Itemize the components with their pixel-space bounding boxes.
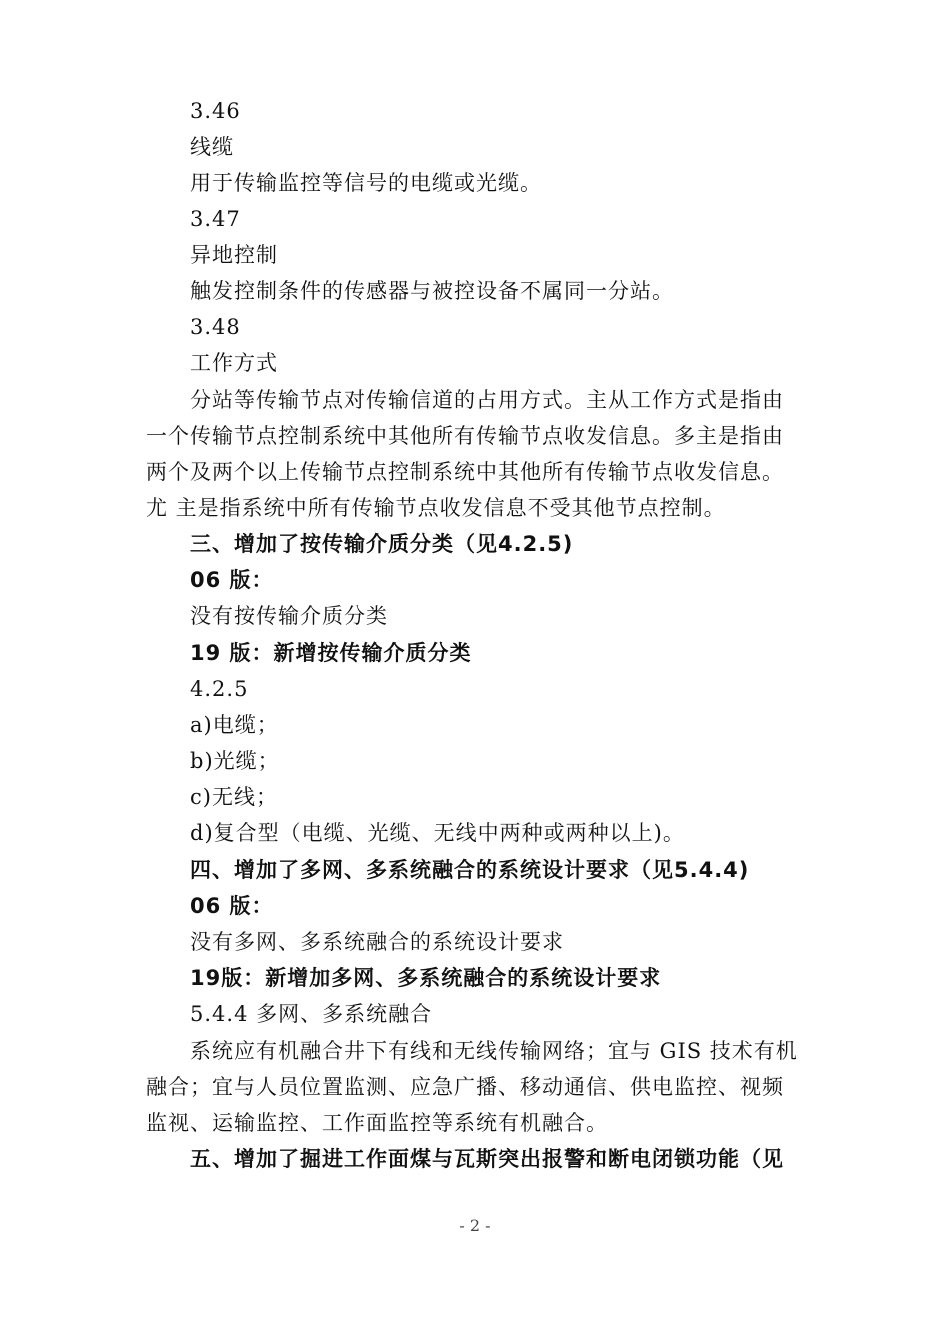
term-definition: 用于传输监控等信号的电缆或光缆。 [190, 171, 542, 195]
section-number: 3.48 [190, 315, 241, 339]
section-heading: 五、增加了掘进工作面煤与瓦斯突出报警和断电闭锁功能（见 [190, 1147, 784, 1171]
page-number: - 2 - [459, 1216, 491, 1235]
section-heading: 三、增加了按传输介质分类（见4.2.5) [190, 532, 574, 556]
term-definition: 分站等传输节点对传输信道的占用方式。主从工作方式是指由 [190, 388, 784, 412]
clause-number: 4.2.5 [190, 677, 249, 701]
version-content: 没有按传输介质分类 [190, 604, 388, 628]
term-definition-continued: 一个传输节点控制系统中其他所有传输节点收发信息。多主是指由 [146, 424, 784, 448]
clause-title: 5.4.4 多网、多系统融合 [190, 1002, 433, 1026]
term-definition: 触发控制条件的传感器与被控设备不属同一分站。 [190, 279, 674, 303]
term-title: 异地控制 [190, 243, 278, 267]
version-label: 19版：新增加多网、多系统融合的系统设计要求 [190, 966, 662, 990]
term-title: 线缆 [190, 135, 234, 159]
term-definition-continued: 尤 主是指系统中所有传输节点收发信息不受其他节点控制。 [146, 496, 726, 520]
term-definition-continued: 两个及两个以上传输节点控制系统中其他所有传输节点收发信息。 [146, 460, 784, 484]
clause-body: 系统应有机融合井下有线和无线传输网络；宜与 GIS 技术有机 [190, 1039, 798, 1063]
clause-body-continued: 融合；宜与人员位置监测、应急广播、移动通信、供电监控、视频 [146, 1075, 784, 1099]
version-label: 06 版： [190, 568, 274, 592]
list-item: c)无线； [190, 785, 278, 809]
list-item: b)光缆； [190, 749, 280, 773]
version-label: 06 版： [190, 894, 274, 918]
list-item: a)电缆； [190, 713, 279, 737]
section-number: 3.47 [190, 207, 241, 231]
clause-body-continued: 监视、运输监控、工作面监控等系统有机融合。 [146, 1111, 608, 1135]
section-number: 3.46 [190, 99, 241, 123]
version-label: 19 版：新增按传输介质分类 [190, 641, 472, 665]
term-title: 工作方式 [190, 351, 278, 375]
section-heading: 四、增加了多网、多系统融合的系统设计要求（见5.4.4) [190, 858, 750, 882]
version-content: 没有多网、多系统融合的系统设计要求 [190, 930, 564, 954]
list-item: d)复合型（电缆、光缆、无线中两种或两种以上)。 [190, 821, 685, 845]
